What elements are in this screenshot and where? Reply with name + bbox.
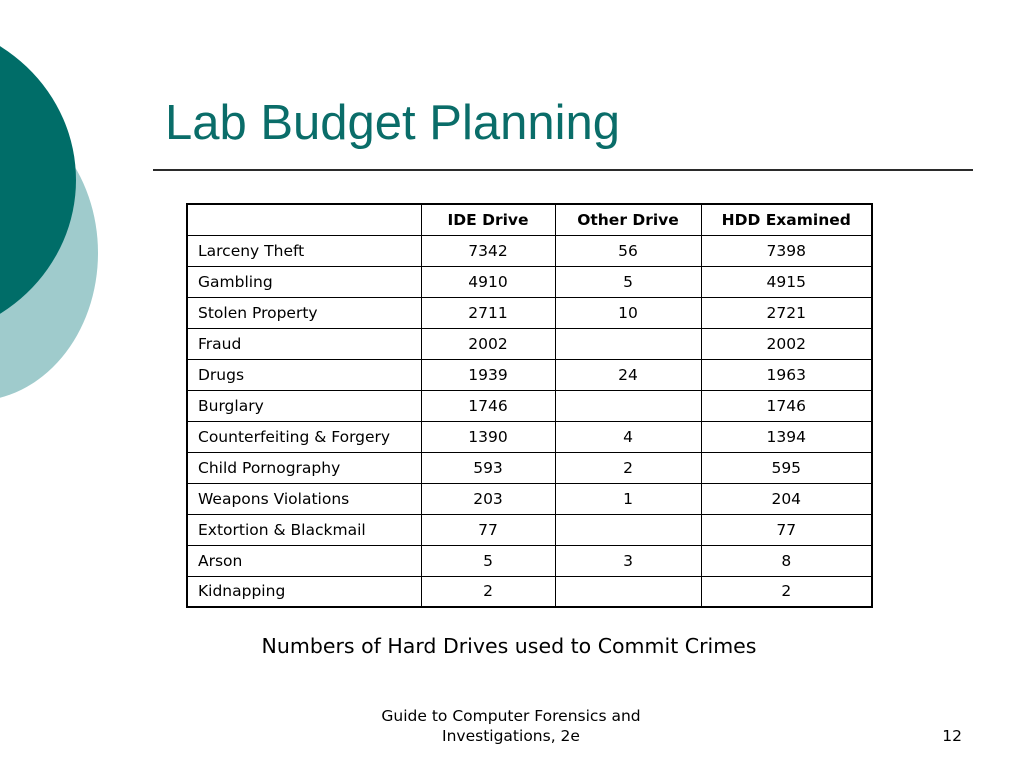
cell-ide-drive: 593 bbox=[421, 452, 555, 483]
table-row bbox=[187, 266, 872, 297]
cell-other-drive: 10 bbox=[555, 297, 701, 328]
cell-other-drive bbox=[555, 390, 701, 421]
hard-drives-table bbox=[186, 203, 873, 608]
table-row bbox=[187, 545, 872, 576]
footer-source-line2: Investigations, 2e bbox=[442, 727, 580, 745]
cell-category: Drugs bbox=[187, 359, 421, 390]
cell-category: Stolen Property bbox=[187, 297, 421, 328]
cell-hdd-examined: 1394 bbox=[701, 421, 872, 452]
cell-hdd-examined: 1746 bbox=[701, 390, 872, 421]
cell-ide-drive: 2 bbox=[421, 576, 555, 607]
cell-category: Fraud bbox=[187, 328, 421, 359]
cell-other-drive: 5 bbox=[555, 266, 701, 297]
header-hdd-examined: HDD Examined bbox=[701, 204, 872, 235]
table-row bbox=[187, 421, 872, 452]
table-row bbox=[187, 576, 872, 607]
table-row bbox=[187, 390, 872, 421]
cell-ide-drive: 2711 bbox=[421, 297, 555, 328]
cell-other-drive bbox=[555, 576, 701, 607]
cell-hdd-examined: 2 bbox=[701, 576, 872, 607]
cell-hdd-examined: 2721 bbox=[701, 297, 872, 328]
cell-hdd-examined: 4915 bbox=[701, 266, 872, 297]
table-row bbox=[187, 235, 872, 266]
cell-other-drive bbox=[555, 514, 701, 545]
cell-other-drive: 1 bbox=[555, 483, 701, 514]
header-category bbox=[187, 204, 421, 235]
cell-other-drive: 24 bbox=[555, 359, 701, 390]
cell-category: Counterfeiting & Forgery bbox=[187, 421, 421, 452]
table-header-row bbox=[187, 204, 872, 235]
footer-source-line1: Guide to Computer Forensics and bbox=[381, 707, 641, 725]
cell-ide-drive: 7342 bbox=[421, 235, 555, 266]
header-ide-drive: IDE Drive bbox=[421, 204, 555, 235]
table-row bbox=[187, 328, 872, 359]
cell-category: Weapons Violations bbox=[187, 483, 421, 514]
table-caption: Numbers of Hard Drives used to Commit Crimes bbox=[261, 634, 757, 658]
cell-ide-drive: 1390 bbox=[421, 421, 555, 452]
slide-title: Lab Budget Planning bbox=[165, 96, 620, 150]
cell-category: Burglary bbox=[187, 390, 421, 421]
cell-ide-drive: 2002 bbox=[421, 328, 555, 359]
cell-category: Larceny Theft bbox=[187, 235, 421, 266]
cell-ide-drive: 1746 bbox=[421, 390, 555, 421]
table-row bbox=[187, 452, 872, 483]
header-other-drive: Other Drive bbox=[555, 204, 701, 235]
cell-other-drive: 2 bbox=[555, 452, 701, 483]
table-row bbox=[187, 359, 872, 390]
cell-hdd-examined: 2002 bbox=[701, 328, 872, 359]
cell-ide-drive: 1939 bbox=[421, 359, 555, 390]
title-divider bbox=[153, 169, 973, 171]
cell-ide-drive: 203 bbox=[421, 483, 555, 514]
cell-ide-drive: 4910 bbox=[421, 266, 555, 297]
page-number: 12 bbox=[942, 727, 962, 745]
table-row bbox=[187, 514, 872, 545]
cell-category: Kidnapping bbox=[187, 576, 421, 607]
cell-hdd-examined: 204 bbox=[701, 483, 872, 514]
cell-other-drive: 56 bbox=[555, 235, 701, 266]
cell-category: Gambling bbox=[187, 266, 421, 297]
cell-hdd-examined: 8 bbox=[701, 545, 872, 576]
cell-hdd-examined: 1963 bbox=[701, 359, 872, 390]
table-row bbox=[187, 483, 872, 514]
cell-ide-drive: 5 bbox=[421, 545, 555, 576]
footer-source bbox=[355, 706, 667, 746]
table-row bbox=[187, 297, 872, 328]
cell-other-drive: 3 bbox=[555, 545, 701, 576]
cell-other-drive bbox=[555, 328, 701, 359]
cell-hdd-examined: 7398 bbox=[701, 235, 872, 266]
cell-hdd-examined: 595 bbox=[701, 452, 872, 483]
cell-other-drive: 4 bbox=[555, 421, 701, 452]
cell-category: Extortion & Blackmail bbox=[187, 514, 421, 545]
cell-ide-drive: 77 bbox=[421, 514, 555, 545]
cell-category: Child Pornography bbox=[187, 452, 421, 483]
cell-hdd-examined: 77 bbox=[701, 514, 872, 545]
cell-category: Arson bbox=[187, 545, 421, 576]
